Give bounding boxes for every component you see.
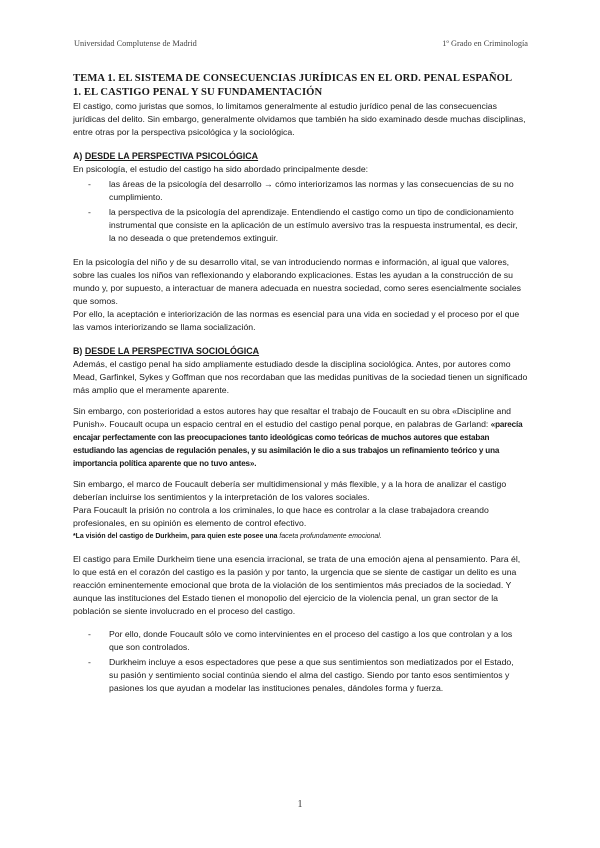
section-b-paragraph-5: El castigo para Emile Durkheim tiene una esencia irracional, se trata de una emoción ajena al pensamiento. Para él, lo que está en el corazón del castigo es la pasión y por tanto, la urgencia que se siente de castigar un delito es una reacción eminentemente emocional que brota de la violación de los sentimientos más preciados de la sociedad. Y aunque las instituciones del Estado tienen el monopolio del ejercicio de la violencia penal, un gran sector de la población se siente involucrado en el proceso del castigo.: [73, 554, 521, 616]
section-a-label: DESDE LA PERSPECTIVA PSICOLÓGICA: [84, 151, 259, 161]
section-b-label: DESDE LA PERSPECTIVA SOCIOLÓGICA: [84, 346, 260, 356]
section-a-prefix: A): [73, 151, 83, 161]
bullet-marker: -: [88, 179, 91, 189]
bullet-text: Durkheim incluye a esos espectadores que pese a que sus sentimientos son mediatizados por el Estado, su pasión y sentimiento social continúa siendo el alma del castigo. Siendo por tanto esos sentimientos y pasiones los que ayudan a modelar las instituciones penales, dándoles forma y fuerza.: [109, 657, 514, 693]
foucault-lead: Sin embargo, con posterioridad a estos autores hay que resaltar el trabajo de Foucault en su obra «Discipline and Punish». Foucault ocupa un espacio central en el estudio del castigo penal porque, en palabras de Garland:: [73, 406, 512, 429]
note-italic: faceta profundamente emocional.: [279, 533, 382, 540]
section-b-paragraph-2: [73, 405, 529, 470]
section-b-heading: [73, 345, 529, 358]
garland-quote: «parecía encajar perfectamente con las preocupaciones tanto ideológicas como teóricas de muchos autores que estaban estudiando las agencias de regulación penales, y su asimilación le dio a sus trabajos un refinamiento teórico y una importancia política aparente que no tuvo antes».: [73, 420, 523, 468]
list-item: [73, 656, 529, 695]
section-a-paragraph-2: Por ello, la aceptación e interiorización de las normas es esencial para una vida en sociedad y el proceso por el que las vamos interiorizando se llama socialización.: [73, 309, 520, 332]
bullet-text: la perspectiva de la psicología del aprendizaje. Entendiendo el castigo como un tipo de condicionamiento instrumental que consiste en la aplicación de un estímulo aversivo tras la respuesta instrumental, es decir, la no deseada o que pretendemos extinguir.: [109, 207, 518, 243]
header-university: Universidad Complutense de Madrid: [74, 39, 197, 48]
header-course: 1º Grado en Criminología: [442, 39, 528, 48]
note-lead: *La visión del castigo de Durkheim, para quien este posee una: [73, 533, 280, 540]
section-b-paragraph-3: Sin embargo, el marco de Foucault debería ser multidimensional y más flexible, y a la hora de analizar el castigo deberían incluirse los sentimientos y la interpretación de los valores sociales.: [73, 479, 507, 502]
bullet-text: Por ello, donde Foucault sólo ve como intervinientes en el proceso del castigo a los que controlan y a los que son controlados.: [109, 629, 513, 652]
bullet-marker: -: [88, 657, 91, 667]
section-b-paragraph-4: Para Foucault la prisión no controla a los criminales, lo que hace es controlar a la clase trabajadora creando profesionales, en su opinión es elemento de control efectivo.: [73, 505, 489, 528]
intro-paragraph: El castigo, como juristas que somos, lo limitamos generalmente al estudio jurídico penal de las consecuencias jurídicas del delito. Sin embargo, generalmente olvidamos que también ha sido examinado desde muchas disciplinas, entre otras por la perspectiva psicológica y la sociológica.: [73, 101, 526, 137]
section-a-paragraph-1: En la psicología del niño y de su desarrollo vital, se van introduciendo normas e información, al igual que valores, sobre las cuales los niños van reflexionando y elaborando explicaciones. Estas les ayudan a la construcción de su mundo y, por supuesto, a interactuar de manera adecuada en nuestra sociedad, como seres esencialmente sociales que somos.: [73, 257, 521, 306]
section-a-lead: En psicología, el estudio del castigo ha sido abordado principalmente desde:: [73, 164, 369, 174]
list-item: [73, 178, 529, 204]
bullet-marker: -: [88, 207, 91, 217]
section-title: 1. EL CASTIGO PENAL Y SU FUNDAMENTACIÓN: [73, 87, 323, 98]
section-b-paragraph-1: Además, el castigo penal ha sido ampliamente estudiado desde la disciplina sociológica. Antes, por autores como Mead, Garfinkel, Sykes y Goffman que nos recordaban que las medidas punitivas de la sociedad tienen un significado más amplio que el meramente aparente.: [73, 359, 528, 395]
document-body: [73, 72, 529, 695]
section-b-prefix: B): [73, 346, 83, 356]
topic-title: TEMA 1. EL SISTEMA DE CONSECUENCIAS JURÍDICAS EN EL ORD. PENAL ESPAÑOL: [73, 73, 513, 84]
section-a-heading: [73, 150, 529, 163]
durkheim-note: [73, 531, 529, 542]
list-item: [73, 206, 529, 245]
page-number: 1: [297, 799, 303, 810]
bullet-text: las áreas de la psicología del desarrollo → cómo interiorizamos las normas y las consecuencias de su no cumplimiento.: [109, 179, 514, 202]
list-item: [73, 628, 529, 654]
bullet-marker: -: [88, 629, 91, 639]
